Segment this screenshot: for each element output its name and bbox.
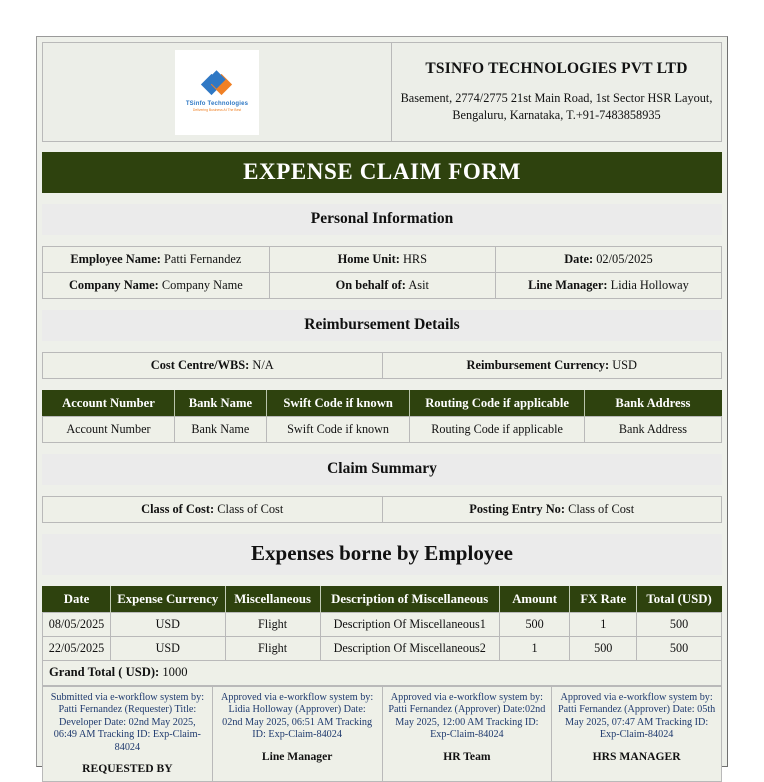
signature-block-hr-team (382, 687, 552, 782)
home-unit-value: HRS (402, 252, 428, 266)
col-fx-rate: FX Rate (570, 587, 637, 613)
table-row (43, 687, 722, 782)
cell-miscellaneous: Flight (225, 637, 320, 661)
cell-bank-address: Bank Address (584, 417, 721, 443)
home-unit-label: Home Unit: (337, 252, 400, 266)
table-row (43, 497, 722, 523)
signature-role: HR Team (443, 749, 491, 763)
approval-signatures-table (42, 686, 722, 782)
table-row (43, 637, 722, 661)
section-header-expenses-borne: Expenses borne by Employee (42, 534, 722, 575)
col-description: Description of Miscellaneous (320, 587, 499, 613)
posting-entry-value: Class of Cost (568, 502, 635, 516)
signature-note: Approved via e-workflow system by: Patti Fernandez (Approver) Date: 05th May 2025, 07:47 AM Tracking ID: Exp-Claim-84024 (557, 692, 716, 741)
signature-note: Approved via e-workflow system by: Lidia Holloway (Approver) Date: 02nd May 2025, 06:51 AM Tracking ID: Exp-Claim-84024 (221, 692, 374, 741)
grand-total-value: 1000 (162, 665, 188, 679)
signature-block-hrs-manager (552, 687, 722, 782)
col-swift-code: Swift Code if known (266, 391, 410, 417)
letterhead (42, 42, 722, 142)
letterhead-company-cell (392, 43, 722, 142)
section-header-reimbursement-details: Reimbursement Details (42, 310, 722, 341)
employee-name-cell (43, 247, 270, 273)
cell-fx-rate: 500 (570, 637, 637, 661)
section-header-claim-summary: Claim Summary (42, 454, 722, 485)
on-behalf-of-cell (269, 273, 495, 299)
col-account-number: Account Number (43, 391, 175, 417)
claim-summary-table (42, 496, 722, 523)
date-cell (495, 247, 721, 273)
grand-total-row (43, 661, 722, 686)
cell-expense-currency: USD (111, 637, 226, 661)
signature-note: Submitted via e-workflow system by: Patti Fernandez (Requester) Title: Developer Date: 02nd May 2025, 06:49 AM Tracking ID: Exp-Claim-84024 (50, 692, 205, 753)
class-of-cost-label: Class of Cost: (141, 502, 215, 516)
home-unit-cell (269, 247, 495, 273)
company-logo (175, 50, 259, 135)
posting-entry-label: Posting Entry No: (469, 502, 565, 516)
table-row (43, 273, 722, 299)
col-amount: Amount (499, 587, 570, 613)
table-row (43, 247, 722, 273)
signature-role: Line Manager (261, 749, 333, 763)
line-manager-label: Line Manager: (528, 278, 608, 292)
table-header-row (43, 391, 722, 417)
signature-role: REQUESTED BY (82, 762, 173, 776)
cell-description: Description Of Miscellaneous2 (320, 637, 499, 661)
personal-information-table (42, 246, 722, 299)
signature-note: Approved via e-workflow system by: Patti Fernandez (Approver) Date:02nd May 2025, 12:00 AM Tracking ID: Exp-Claim-84024 (388, 692, 546, 741)
cell-date: 08/05/2025 (43, 613, 111, 637)
expense-claim-document (36, 36, 728, 776)
company-name-value: Company Name (161, 278, 243, 292)
table-header-row (43, 587, 722, 613)
signature-block-line-manager (212, 687, 382, 782)
cost-centre-cell (43, 353, 383, 379)
reimbursement-currency-label: Reimbursement Currency: (466, 358, 610, 372)
on-behalf-of-value: Asit (408, 278, 429, 292)
table-row (43, 417, 722, 443)
grand-total-label: Grand Total ( USD): (49, 665, 160, 679)
signature-role: HRS MANAGER (592, 749, 681, 763)
on-behalf-of-label: On behalf of: (335, 278, 406, 292)
cell-fx-rate: 1 (570, 613, 637, 637)
cost-centre-value: N/A (252, 358, 274, 372)
cell-total-usd: 500 (637, 613, 722, 637)
table-row (43, 353, 722, 379)
date-label: Date: (564, 252, 594, 266)
cell-date: 22/05/2025 (43, 637, 111, 661)
company-name: TSINFO TECHNOLOGIES PVT LTD (425, 60, 688, 78)
employee-name-value: Patti Fernandez (163, 252, 242, 266)
col-date: Date (43, 587, 111, 613)
col-total-usd: Total (USD) (637, 587, 722, 613)
line-manager-cell (495, 273, 721, 299)
company-name-label: Company Name: (68, 278, 159, 292)
logo-tagline: Delivering Business At The Best (192, 108, 242, 112)
col-bank-name: Bank Name (174, 391, 266, 417)
posting-entry-cell (382, 497, 722, 523)
employee-name-label: Employee Name: (70, 252, 161, 266)
cell-bank-name: Bank Name (174, 417, 266, 443)
col-expense-currency: Expense Currency (111, 587, 226, 613)
form-title: EXPENSE CLAIM FORM (42, 152, 722, 193)
class-of-cost-cell (43, 497, 383, 523)
cell-account-number: Account Number (43, 417, 175, 443)
grand-total-cell (43, 661, 722, 686)
cell-total-usd: 500 (637, 637, 722, 661)
expenses-table (42, 586, 722, 686)
cell-description: Description Of Miscellaneous1 (320, 613, 499, 637)
col-bank-address: Bank Address (584, 391, 721, 417)
bank-details-table (42, 390, 722, 443)
cell-swift-code: Swift Code if known (266, 417, 410, 443)
company-name-cell (43, 273, 270, 299)
logo-name: TSinfo Technologies (185, 101, 249, 107)
reimbursement-summary-table (42, 352, 722, 379)
line-manager-value: Lidia Holloway (610, 278, 689, 292)
cell-amount: 500 (499, 613, 570, 637)
reimbursement-currency-cell (382, 353, 722, 379)
cost-centre-label: Cost Centre/WBS: (150, 358, 250, 372)
cell-amount: 1 (499, 637, 570, 661)
company-address-line1: Basement, 2774/2775 21st Main Road, 1st Sector HSR Layout, (400, 91, 713, 106)
cell-miscellaneous: Flight (225, 613, 320, 637)
signature-block-requested-by (43, 687, 213, 782)
table-row (43, 613, 722, 637)
section-header-personal-information: Personal Information (42, 204, 722, 235)
cell-expense-currency: USD (111, 613, 226, 637)
col-routing-code: Routing Code if applicable (410, 391, 585, 417)
letterhead-logo-cell (43, 43, 392, 142)
company-address-line2: Bengaluru, Karnataka, T.+91-7483858935 (452, 108, 661, 122)
col-miscellaneous: Miscellaneous (225, 587, 320, 613)
class-of-cost-value: Class of Cost (217, 502, 284, 516)
reimbursement-currency-value: USD (612, 358, 637, 372)
diamond-logo-icon (204, 72, 230, 98)
cell-routing-code: Routing Code if applicable (410, 417, 585, 443)
date-value: 02/05/2025 (596, 252, 653, 266)
